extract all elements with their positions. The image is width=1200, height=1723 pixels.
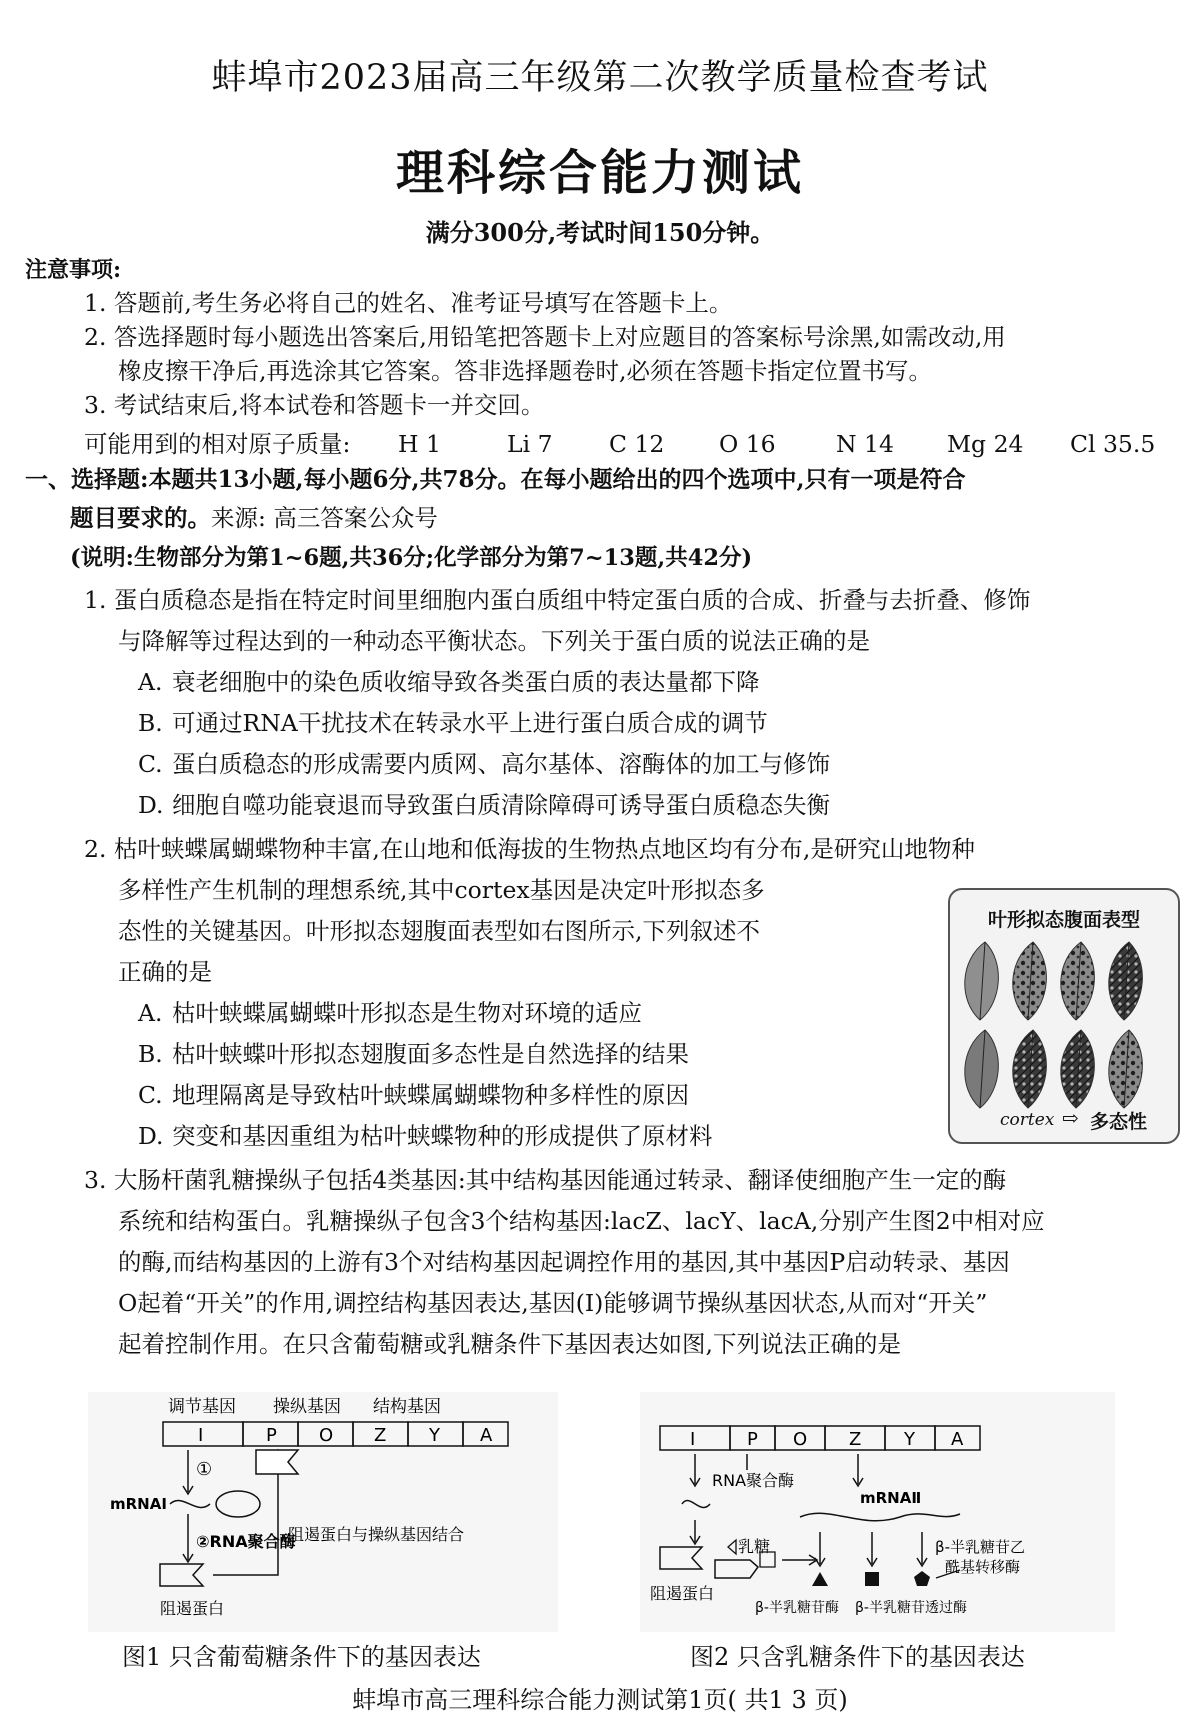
q2-stem-line-2: 多样性产生机制的理想系统,其中cortex基因是决定叶形拟态多 [118,876,765,904]
notice-item-2: 2. 答选择题时每小题选出答案后,用铅笔把答题卡上对应题目的答案标号涂黑,如需改动,用 [84,323,1006,351]
atomic-masses [84,424,1184,464]
fig2-gene-i: I [690,1429,696,1450]
leaf-wing-row-1 [965,942,1143,1020]
mass-li: Li 7 [507,430,553,458]
subject-title: 理科综合能力测试 [395,145,804,201]
fig1-label-operator: 操纵基因 [273,1397,341,1417]
mass-c: C 12 [609,430,665,458]
fig1-gene-o: O [319,1425,334,1446]
q2-stem-line-3: 态性的关键基因。叶形拟态翅腹面表型如右图所示,下列叙述不 [118,917,760,945]
q3-stem-line-3: 的酶,而结构基因的上游有3个对结构基因起调控作用的基因,其中基因P启动转录、基因 [118,1248,1010,1276]
mass-o: O 16 [719,430,776,458]
fig1-label-regulator: 调节基因 [168,1397,236,1417]
q1-option-b: B. 可通过RNA干扰技术在转录水平上进行蛋白质合成的调节 [138,709,768,737]
figure-1-diagram [88,1392,558,1632]
fig2-enzyme-y-label: β-半乳糖苷透过酶 [855,1600,967,1616]
figure-2-diagram [640,1392,1115,1632]
arrow-icon: ⇨ [1062,1106,1079,1130]
figure-1-caption: 图1 只含葡萄糖条件下的基因表达 [122,1643,481,1671]
notice-heading: 注意事项: [25,257,122,283]
polymorphism-label: 多态性 [1090,1111,1148,1133]
fig2-enzyme-a-label-2: 酰基转移酶 [945,1558,1021,1576]
fig1-gene-y: Y [429,1425,440,1446]
fig1-binding-label: 阻遏蛋白与操纵基因结合 [288,1525,465,1544]
atomic-masses-label: 可能用到的相对原子质量: [84,430,351,458]
fig2-lactose-label: 乳糖 [738,1537,771,1556]
fig1-label-structural: 结构基因 [373,1397,441,1417]
fig1-mrna-label: mRNAⅠ [110,1495,167,1513]
fig2-enzyme-y-icon [865,1572,879,1586]
fig2-enzyme-a-label-1: β-半乳糖苷乙 [935,1538,1025,1556]
notice-item-1: 1. 答题前,考生务必将自己的姓名、准考证号填写在答题卡上。 [84,289,733,317]
fig1-repressor-label: 阻遏蛋白 [160,1599,225,1618]
section-heading-bold: 题目要求的。 [70,504,211,532]
mass-mg: Mg 24 [947,430,1024,458]
fig2-gene-y: Y [904,1429,915,1450]
score-time-note: 满分300分,考试时间150分钟。 [425,218,775,247]
fig1-step-2: ②RNA聚合酶 [196,1532,296,1551]
q2-option-b: B. 枯叶蛱蝶叶形拟态翅腹面多态性是自然选择的结果 [138,1040,689,1068]
fig2-gene-p: P [747,1429,758,1450]
q2-option-d: D. 突变和基因重组为枯叶蛱蝶物种的形成提供了原材料 [138,1122,713,1150]
q3-stem-line-2: 系统和结构蛋白。乳糖操纵子包含3个结构基因:lacZ、lacY、lacA,分别产生图2中相对应 [118,1207,1045,1235]
q3-stem-line-5: 起着控制作用。在只含葡萄糖或乳糖条件下基因表达如图,下列说法正确的是 [118,1330,901,1358]
q2-option-c: C. 地理隔离是导致枯叶蛱蝶属蝴蝶物种多样性的原因 [138,1081,689,1109]
figure-2-caption: 图2 只含乳糖条件下的基因表达 [690,1643,1025,1671]
fig1-step-1: ① [196,1459,213,1480]
page-footer: 蚌埠市高三理科综合能力测试第1页( 共1 3 页) [352,1686,848,1714]
mass-n: N 14 [836,430,894,458]
leaf-mimicry-figure-title: 叶形拟态腹面表型 [987,909,1140,931]
leaf-wings-illustration [950,890,1178,1142]
q1-stem-line-2: 与降解等过程达到的一种动态平衡状态。下列关于蛋白质的说法正确的是 [118,627,870,655]
mass-h: H 1 [398,430,441,458]
fig2-gene-z: Z [849,1429,862,1450]
fig2-repressor-label: 阻遏蛋白 [650,1584,715,1603]
q1-stem-line-1: 1. 蛋白质稳态是指在特定时间里细胞内蛋白质组中特定蛋白质的合成、折叠与去折叠、修饰 [84,586,1031,614]
q2-option-a: A. 枯叶蛱蝶属蝴蝶叶形拟态是生物对环境的适应 [138,999,642,1027]
cortex-label: cortex [1000,1110,1055,1130]
fig2-gene-o: O [793,1429,808,1450]
section-heading: 一、选择题:本题共13小题,每小题6分,共78分。在每小题给出的四个选项中,只有一项是符合 [25,466,966,493]
q1-option-a: A. 衰老细胞中的染色质收缩导致各类蛋白质的表达量都下降 [138,668,760,696]
q3-stem-line-4: O起着“开关”的作用,调控结构基因表达,基因(I)能够调节操纵基因状态,从而对“开关” [118,1289,988,1317]
q3-stem-line-1: 3. 大肠杆菌乳糖操纵子包括4类基因:其中结构基因能通过转录、翻译使细胞产生一定的酶 [84,1166,1007,1194]
q1-option-d: D. 细胞自噬功能衰退而导致蛋白质清除障碍可诱导蛋白质稳态失衡 [138,791,830,819]
q1-option-c: C. 蛋白质稳态的形成需要内质网、高尔基体、溶酶体的加工与修饰 [138,750,830,778]
exam-title: 蚌埠市2023届高三年级第二次教学质量检查考试 [211,58,989,98]
fig1-gene-i: I [198,1425,204,1446]
section-heading-cont [70,498,438,538]
fig2-polymerase-label: RNA聚合酶 [712,1471,795,1490]
leaf-wing-row-2 [965,1030,1143,1108]
fig2-enzyme-z-label: β-半乳糖苷酶 [755,1600,839,1616]
leaf-mimicry-figure [948,888,1180,1144]
mass-cl: Cl 35.5 [1070,430,1156,458]
fig2-mrna-label: mRNAⅡ [860,1489,922,1507]
fig1-gene-z: Z [374,1425,387,1446]
section-note: (说明:生物部分为第1~6题,共36分;化学部分为第7~13题,共42分) [70,545,753,571]
fig1-gene-p: P [266,1425,277,1446]
fig1-gene-a: A [480,1425,493,1446]
fig2-gene-a: A [951,1429,964,1450]
notice-item-2-cont: 橡皮擦干净后,再选涂其它答案。答非选择题卷时,必须在答题卡指定位置书写。 [118,357,932,385]
notice-item-3: 3. 考试结束后,将本试卷和答题卡一并交回。 [84,391,545,419]
q2-stem-line-1: 2. 枯叶蛱蝶属蝴蝶物种丰富,在山地和低海拔的生物热点地区均有分布,是研究山地物种 [84,835,975,863]
section-source: 来源: 高三答案公众号 [211,504,438,532]
q2-stem-line-4: 正确的是 [118,958,212,986]
